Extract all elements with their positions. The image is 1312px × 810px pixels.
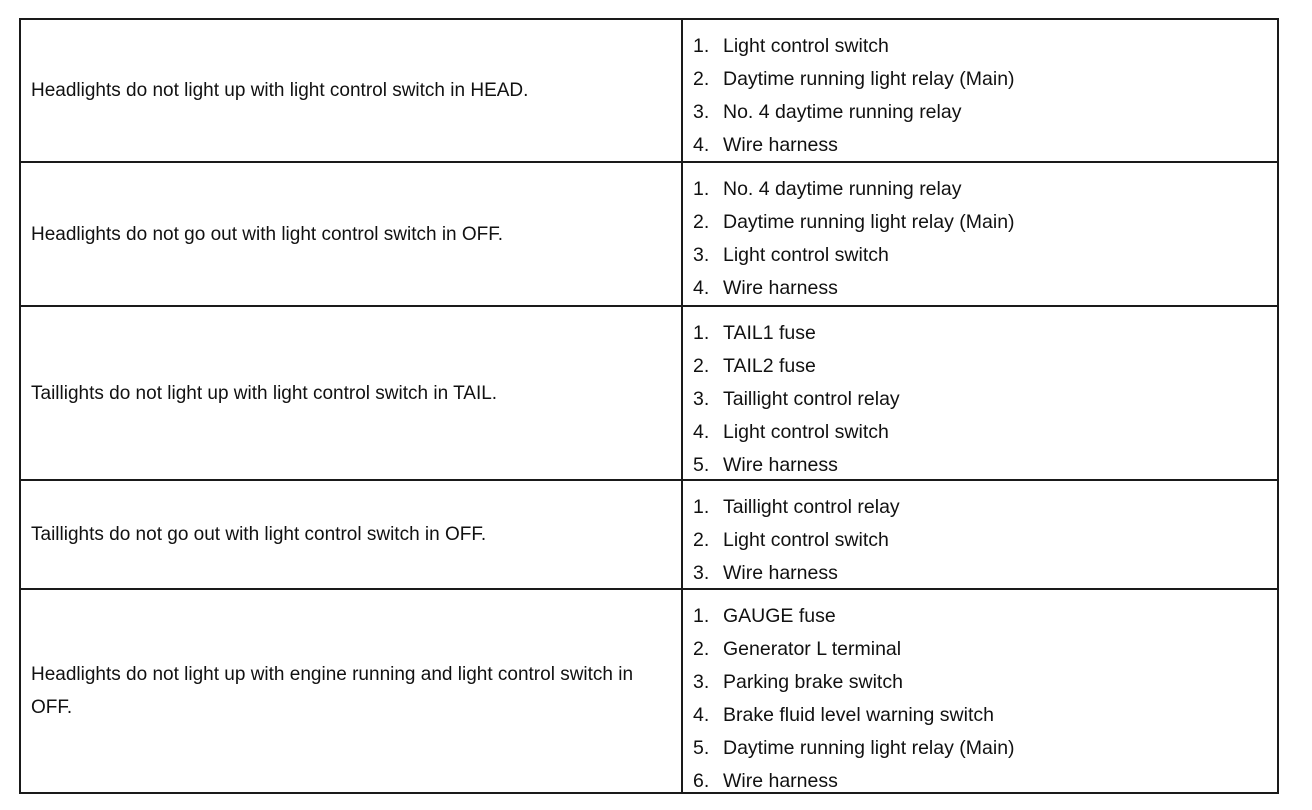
list-item [683, 449, 1277, 482]
list-item [683, 272, 1277, 305]
table-row [21, 590, 1277, 792]
item-label: Daytime running light relay (Main) [723, 68, 1015, 90]
list-item [683, 129, 1277, 162]
item-number: 3. [693, 562, 710, 584]
list-item [683, 765, 1277, 798]
symptom-cell [21, 163, 683, 305]
item-number: 1. [693, 35, 710, 57]
list-item [683, 633, 1277, 666]
item-number: 5. [693, 737, 710, 759]
item-number: 1. [693, 178, 710, 200]
list-item [683, 96, 1277, 129]
symptom-text: Headlights do not light up with light control switch in HEAD. [31, 80, 529, 101]
symptom-cell [21, 307, 683, 479]
list-item [683, 206, 1277, 239]
symptom-text: Headlights do not go out with light control switch in OFF. [31, 223, 504, 245]
suspect-area-cell [683, 163, 1277, 305]
item-number: 1. [693, 496, 710, 518]
list-item [683, 416, 1277, 449]
symptom-cell [21, 481, 683, 588]
item-label: TAIL1 fuse [723, 322, 816, 344]
item-label: No. 4 daytime running relay [723, 178, 962, 200]
symptom-cell [21, 590, 683, 792]
table-row [21, 20, 1277, 163]
item-label: Wire harness [723, 134, 838, 156]
item-label: Generator L terminal [723, 638, 902, 660]
item-label: Wire harness [723, 277, 838, 299]
item-label: No. 4 daytime running relay [723, 101, 962, 123]
item-number: 5. [693, 454, 710, 476]
item-label: Wire harness [723, 562, 838, 584]
list-item [683, 666, 1277, 699]
table-row [21, 307, 1277, 481]
troubleshooting-table [19, 18, 1279, 794]
item-number: 3. [693, 671, 710, 693]
list-item [683, 350, 1277, 383]
list-item [683, 732, 1277, 765]
item-label: TAIL2 fuse [723, 355, 816, 377]
item-label: Taillight control relay [723, 496, 900, 518]
list-item [683, 491, 1277, 524]
item-number: 4. [693, 421, 710, 443]
list-item [683, 30, 1277, 63]
list-item [683, 173, 1277, 206]
list-item [683, 557, 1277, 590]
item-label: Taillight control relay [723, 388, 900, 410]
item-number: 4. [693, 134, 710, 156]
item-number: 4. [693, 277, 710, 299]
item-number: 3. [693, 388, 710, 410]
symptom-text: Taillights do not light up with light control switch in TAIL. [31, 382, 498, 404]
item-label: GAUGE fuse [723, 605, 836, 627]
item-label: Wire harness [723, 770, 838, 792]
item-label: Light control switch [723, 35, 889, 57]
item-number: 3. [693, 244, 710, 266]
suspect-area-cell [683, 20, 1277, 161]
list-item [683, 699, 1277, 732]
symptom-text: Headlights do not light up with engine running and light control switch in OFF. [31, 664, 634, 718]
item-label: Daytime running light relay (Main) [723, 737, 1015, 759]
list-item [683, 383, 1277, 416]
item-number: 2. [693, 211, 710, 233]
item-label: Brake fluid level warning switch [723, 704, 994, 726]
item-label: Light control switch [723, 529, 889, 551]
item-label: Light control switch [723, 421, 889, 443]
symptom-text: Taillights do not go out with light control switch in OFF. [31, 524, 487, 545]
table-row [21, 481, 1277, 590]
item-number: 2. [693, 68, 710, 90]
list-item [683, 524, 1277, 557]
list-item [683, 239, 1277, 272]
item-number: 1. [693, 605, 710, 627]
suspect-area-cell [683, 481, 1277, 588]
item-number: 6. [693, 770, 710, 792]
item-label: Daytime running light relay (Main) [723, 211, 1015, 233]
item-number: 2. [693, 529, 710, 551]
item-label: Parking brake switch [723, 671, 903, 693]
table-row [21, 163, 1277, 307]
suspect-area-cell [683, 590, 1277, 792]
item-number: 3. [693, 101, 710, 123]
item-label: Wire harness [723, 454, 838, 476]
list-item [683, 317, 1277, 350]
item-number: 4. [693, 704, 710, 726]
item-label: Light control switch [723, 244, 889, 266]
symptom-cell [21, 20, 683, 161]
item-number: 1. [693, 322, 710, 344]
list-item [683, 63, 1277, 96]
item-number: 2. [693, 638, 710, 660]
suspect-area-cell [683, 307, 1277, 479]
list-item [683, 600, 1277, 633]
item-number: 2. [693, 355, 710, 377]
